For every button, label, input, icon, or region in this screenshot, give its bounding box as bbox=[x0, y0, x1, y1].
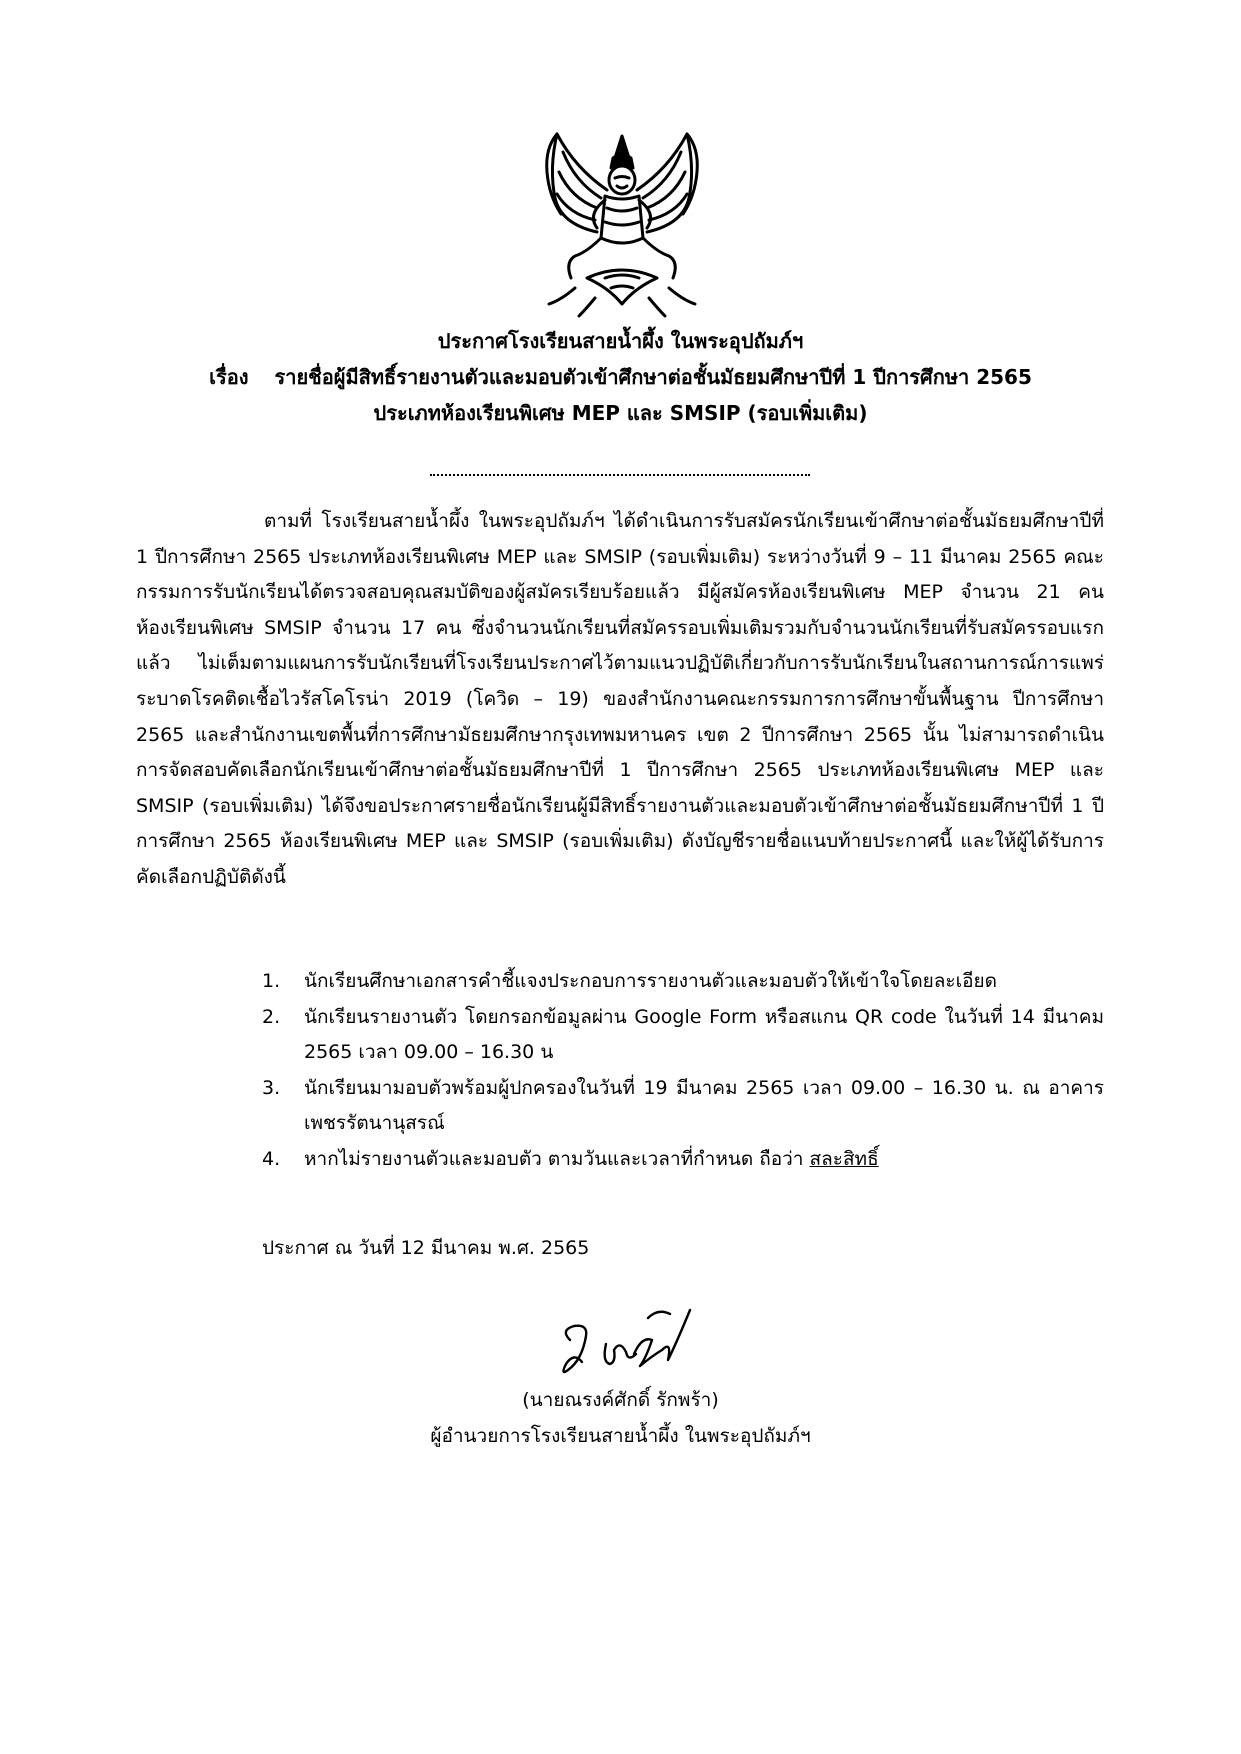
announcement-subject-line2: ประเภทห้องเรียนพิเศษ MEP และ SMSIP (รอบเพิ่มเติม) bbox=[373, 401, 868, 425]
announcement-title: ประกาศโรงเรียนสายน้ำผึ้ง ในพระอุปถัมภ์ฯ bbox=[437, 329, 804, 353]
instruction-number: 3. bbox=[262, 1076, 281, 1099]
garuda-emblem-icon bbox=[535, 128, 709, 318]
instructions-list bbox=[262, 964, 1104, 1178]
forfeit-emphasis: สละสิทธิ์ bbox=[809, 1147, 879, 1170]
announcement-date: ประกาศ ณ วันที่ 12 มีนาคม พ.ศ. 2565 bbox=[262, 1237, 590, 1259]
instruction-item bbox=[262, 1071, 1104, 1142]
instruction-text: นักเรียนมามอบตัวพร้อมผู้ปกครองในวันที่ 19 มีนาคม 2565 เวลา 09.00 – 16.30 น. ณ อาคารเพชรรัตนานุสรณ์ bbox=[304, 1076, 1104, 1135]
instruction-item bbox=[262, 1142, 1104, 1178]
instruction-text: นักเรียนศึกษาเอกสารคำชี้แจงประกอบการรายงานตัวและมอบตัวให้เข้าใจโดยละเอียด bbox=[304, 970, 998, 992]
body-paragraph: ตามที่ โรงเรียนสายน้ำผึ้ง ในพระอุปถัมภ์ฯ ได้ดำเนินการรับสมัครนักเรียนเข้าศึกษาต่อชั้นมัธยมศึกษาปีที่ 1 ปีการศึกษา 2565 ประเภทห้องเรียนพิเศษ MEP และ SMSIP (รอบเพิ่มเติม) ระหว่างวันที่ 9 – 11 มีนาคม 2565 คณะกรรมการรับนักเรียนได้ตรวจสอบคุณสมบัติของผู้สมัครเรียบร้อยแล้ว มีผู้สมัครห้องเรียนพิเศษ MEP จำนวน 21 คน ห้องเรียนพิเศษ SMSIP จำนวน 17 คน ซึ่งจำนวนนักเรียนที่สมัครรอบเพิ่มเติมรวมกับจำนวนนักเรียนที่รับสมัครรอบแรกแล้ว ไม่เต็มตามแผนการรับนักเรียนที่โรงเรียนประกาศไว้ตามแนวปฏิบัติเกี่ยวกับการรับนักเรียนในสถานการณ์การแพร่ระบาดโรคติดเชื้อไวรัสโคโรน่า 2019 (โควิด – 19) ของสำนักงานคณะกรรมการการศึกษาขั้นพื้นฐาน ปีการศึกษา 2565 และสำนักงานเขตพื้นที่การศึกษามัธยมศึกษากรุงเทพมหานคร เขต 2 ปีการศึกษา 2565 นั้น ไม่สามารถดำเนินการจัดสอบคัดเลือกนักเรียนเข้าศึกษาต่อชั้นมัธยมศึกษาปีที่ 1 ปีการศึกษา 2565 ประเภทห้องเรียนพิเศษ MEP และ SMSIP (รอบเพิ่มเติม) ได้จึงขอประกาศรายชื่อนักเรียนผู้มีสิทธิ์รายงานตัวและมอบตัวเข้าศึกษาต่อชั้นมัธยมศึกษาปีที่ 1 ปีการศึกษา 2565 ห้องเรียนพิเศษ MEP และ SMSIP (รอบเพิ่มเติม) ดังบัญชีรายชื่อแนบท้ายประกาศนี้ และให้ผู้ได้รับการคัดเลือกปฏิบัติดังนี้ bbox=[136, 510, 1104, 888]
announcement-header bbox=[0, 323, 1241, 431]
dotted-divider bbox=[430, 474, 810, 476]
announcement-subject bbox=[0, 359, 1241, 395]
instruction-item bbox=[262, 964, 1104, 1000]
instruction-number: 2. bbox=[262, 1005, 281, 1028]
subject-text: รายชื่อผู้มีสิทธิ์รายงานตัวและมอบตัวเข้าศึกษาต่อชั้นมัธยมศึกษาปีที่ 1 ปีการศึกษา 2565 bbox=[274, 365, 1032, 389]
instruction-text: นักเรียนรายงานตัว โดยกรอกข้อมูลผ่าน Google Form หรือสแกน QR code ในวันที่ 14 มีนาคม 2565 เวลา 09.00 – 16.30 น bbox=[304, 1005, 1104, 1064]
handwritten-signature-icon bbox=[548, 1300, 698, 1382]
body-section bbox=[136, 504, 1104, 896]
instruction-item bbox=[262, 1000, 1104, 1071]
instruction-number: 1. bbox=[262, 970, 281, 992]
signatory-name: (นายณรงค์ศักดิ์ รักพร้า) bbox=[522, 1389, 719, 1411]
instruction-number: 4. bbox=[262, 1147, 281, 1170]
instruction-text: หากไม่รายงานตัวและมอบตัว ตามวันและเวลาที่กำหนด ถือว่า bbox=[304, 1147, 810, 1170]
subject-label: เรื่อง bbox=[209, 365, 249, 389]
signatory-position: ผู้อำนวยการโรงเรียนสายน้ำผึ้ง ในพระอุปถัมภ์ฯ bbox=[430, 1425, 811, 1447]
